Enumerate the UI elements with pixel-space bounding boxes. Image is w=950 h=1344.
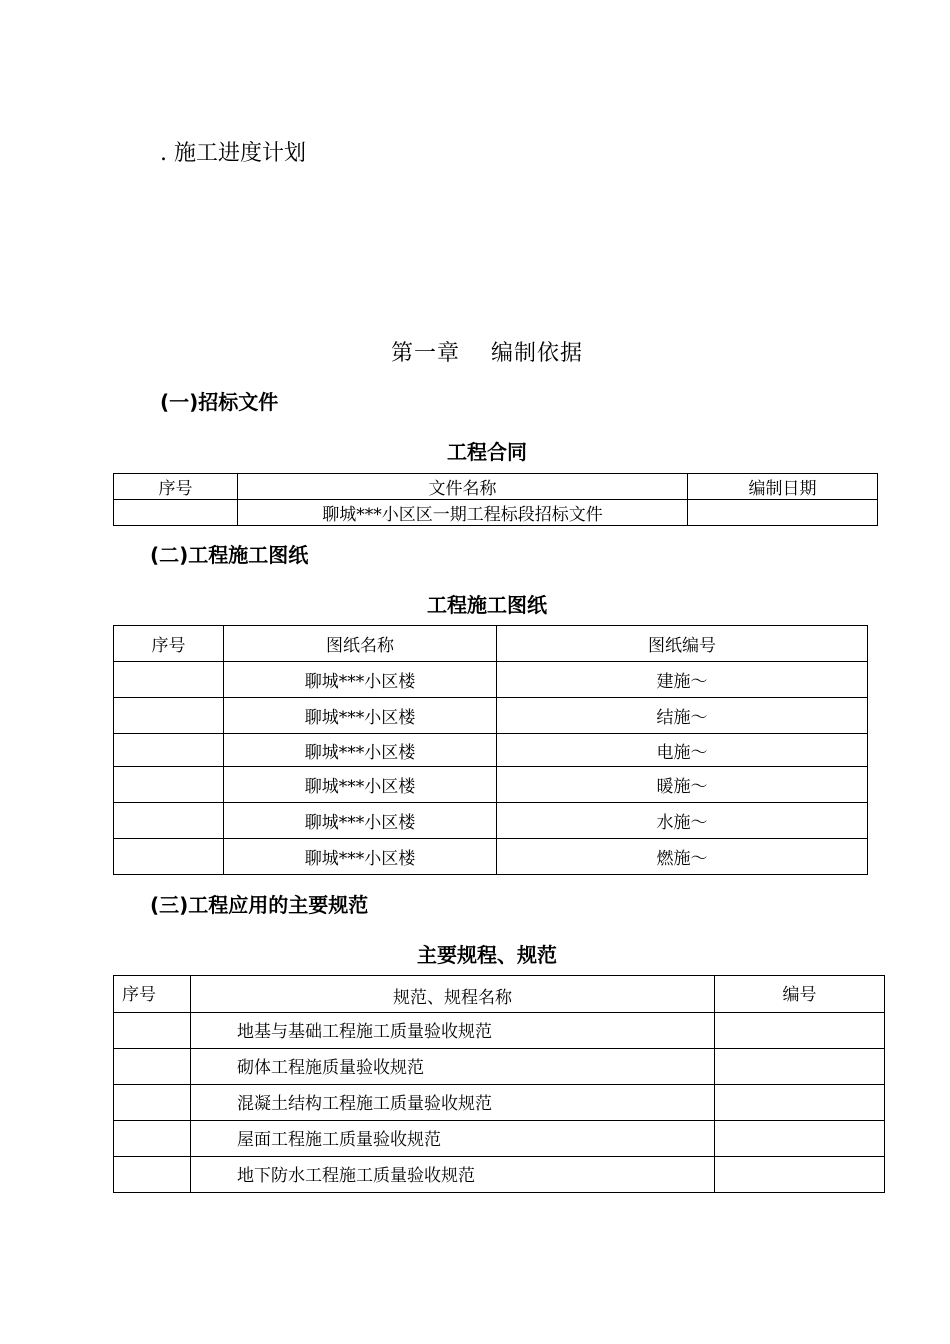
drawings-table [113,625,868,875]
header-cell: 序号 [114,976,191,1013]
header-cell: 规范、规程名称 [191,976,715,1013]
table-cell: 砌体工程施质量验收规范 [191,1049,715,1085]
table-cell: 聊城***小区楼 [224,662,497,698]
table-cell [114,1085,191,1121]
table-cell: 燃施～ [497,839,868,875]
table-row [114,1157,885,1193]
table-cell [715,1049,885,1085]
table-row [114,1121,885,1157]
table-cell [114,662,224,698]
table-cell [114,803,224,839]
table-cell [715,1157,885,1193]
table-cell: 聊城***小区楼 [224,767,497,803]
contract-table [113,473,878,526]
table-cell [114,500,238,526]
table-cell: 屋面工程施工质量验收规范 [191,1121,715,1157]
table-cell [114,1121,191,1157]
table-row [114,734,868,767]
table-cell [114,839,224,875]
table-cell: 电施～ [497,734,868,767]
table-cell: 暖施～ [497,767,868,803]
header-cell: 序号 [114,626,224,662]
table-cell: 聊城***小区区一期工程标段招标文件 [238,500,688,526]
table-row [114,1013,885,1049]
standards-table [113,975,885,1193]
table-header-row [114,626,868,662]
header-cell: 文件名称 [238,474,688,500]
table-cell: 聊城***小区楼 [224,698,497,734]
table-cell: 聊城***小区楼 [224,734,497,767]
table-cell: 地基与基础工程施工质量验收规范 [191,1013,715,1049]
header-cell: 序号 [114,474,238,500]
table-cell [715,1013,885,1049]
table-row [114,662,868,698]
header-cell: 编制日期 [688,474,878,500]
table-cell [114,1049,191,1085]
table-cell: 混凝土结构工程施工质量验收规范 [191,1085,715,1121]
section-heading-standards: (三)工程应用的主要规范 [150,893,369,917]
table-cell: 建施～ [497,662,868,698]
document-title: . 施工进度计划 [160,141,306,166]
table-cell [715,1085,885,1121]
table-row [114,500,878,526]
table-row [114,1049,885,1085]
table-cell [114,698,224,734]
header-cell: 图纸名称 [224,626,497,662]
section-heading-drawings: (二)工程施工图纸 [150,543,309,567]
table-cell [715,1121,885,1157]
table-cell: 地下防水工程施工质量验收规范 [191,1157,715,1193]
table-cell: 聊城***小区楼 [224,803,497,839]
table-caption-contract: 工程合同 [447,440,527,464]
table-cell [114,767,224,803]
table-cell [114,1157,191,1193]
table-cell: 水施～ [497,803,868,839]
table-cell: 结施～ [497,698,868,734]
section-heading-tender: (一)招标文件 [160,390,279,414]
table-caption-drawings: 工程施工图纸 [427,593,547,617]
table-caption-standards: 主要规程、规范 [417,943,557,967]
chapter-title: 第一章 编制依据 [391,341,583,366]
table-row [114,698,868,734]
table-cell [688,500,878,526]
table-header-row [114,474,878,500]
table-row [114,1085,885,1121]
table-cell [114,734,224,767]
header-cell: 图纸编号 [497,626,868,662]
table-row [114,767,868,803]
header-cell: 编号 [715,976,885,1013]
table-cell: 聊城***小区楼 [224,839,497,875]
table-header-row [114,976,885,1013]
table-row [114,803,868,839]
table-row [114,839,868,875]
table-cell [114,1013,191,1049]
